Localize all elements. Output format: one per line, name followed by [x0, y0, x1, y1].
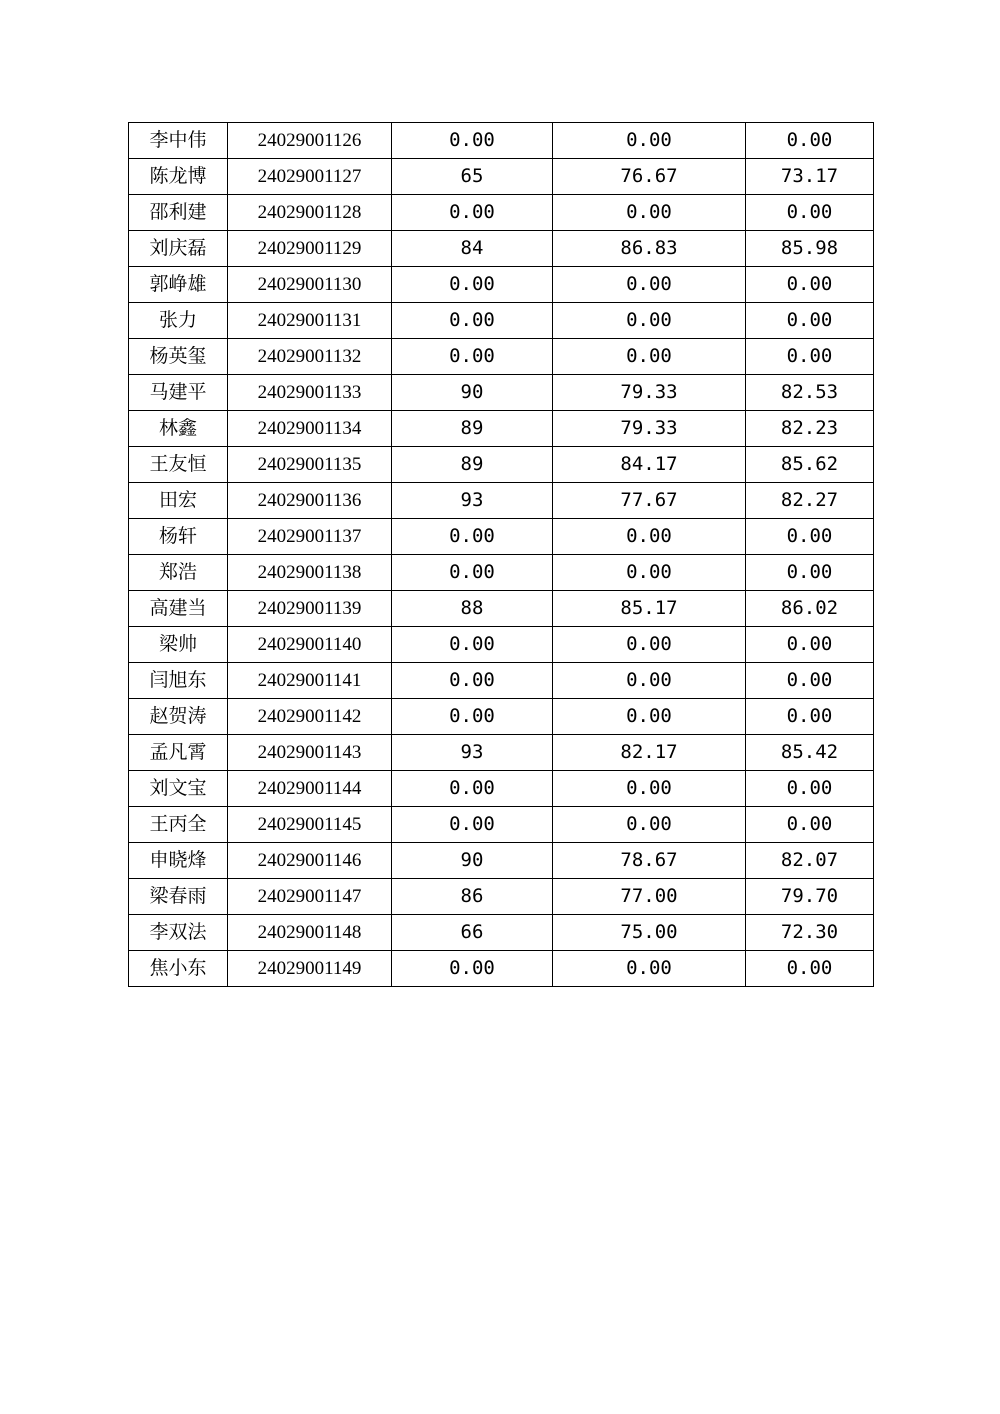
total-cell: 82.27 — [746, 483, 874, 519]
score1-cell: 0.00 — [392, 951, 553, 987]
score2-cell: 79.33 — [553, 411, 746, 447]
score2-cell: 78.67 — [553, 843, 746, 879]
id-cell: 24029001144 — [228, 771, 392, 807]
name-cell: 陈龙博 — [129, 159, 228, 195]
total-cell: 85.62 — [746, 447, 874, 483]
score1-cell: 90 — [392, 843, 553, 879]
id-cell: 24029001143 — [228, 735, 392, 771]
total-cell: 82.23 — [746, 411, 874, 447]
id-cell: 24029001149 — [228, 951, 392, 987]
score1-cell: 0.00 — [392, 627, 553, 663]
total-cell: 0.00 — [746, 771, 874, 807]
name-cell: 申晓烽 — [129, 843, 228, 879]
score2-cell: 86.83 — [553, 231, 746, 267]
table-row — [129, 159, 874, 195]
id-cell: 24029001145 — [228, 807, 392, 843]
table-row — [129, 915, 874, 951]
total-cell: 0.00 — [746, 123, 874, 159]
score1-cell: 0.00 — [392, 555, 553, 591]
name-cell: 林鑫 — [129, 411, 228, 447]
score2-cell: 0.00 — [553, 951, 746, 987]
table-row — [129, 303, 874, 339]
score2-cell: 0.00 — [553, 303, 746, 339]
table-row — [129, 195, 874, 231]
score1-cell: 0.00 — [392, 519, 553, 555]
id-cell: 24029001127 — [228, 159, 392, 195]
table-row — [129, 663, 874, 699]
score1-cell: 0.00 — [392, 807, 553, 843]
score1-cell: 89 — [392, 411, 553, 447]
score1-cell: 90 — [392, 375, 553, 411]
score2-cell: 0.00 — [553, 555, 746, 591]
score2-cell: 75.00 — [553, 915, 746, 951]
table-row — [129, 375, 874, 411]
id-cell: 24029001133 — [228, 375, 392, 411]
score1-cell: 0.00 — [392, 771, 553, 807]
table-row — [129, 447, 874, 483]
total-cell: 73.17 — [746, 159, 874, 195]
table-row — [129, 735, 874, 771]
name-cell: 杨英玺 — [129, 339, 228, 375]
total-cell: 79.70 — [746, 879, 874, 915]
total-cell: 85.98 — [746, 231, 874, 267]
total-cell: 0.00 — [746, 303, 874, 339]
score1-cell: 0.00 — [392, 663, 553, 699]
name-cell: 闫旭东 — [129, 663, 228, 699]
score2-cell: 77.00 — [553, 879, 746, 915]
score-table — [128, 122, 874, 987]
id-cell: 24029001135 — [228, 447, 392, 483]
score2-cell: 0.00 — [553, 123, 746, 159]
id-cell: 24029001138 — [228, 555, 392, 591]
total-cell: 86.02 — [746, 591, 874, 627]
score2-cell: 0.00 — [553, 663, 746, 699]
total-cell: 0.00 — [746, 699, 874, 735]
score1-cell: 0.00 — [392, 303, 553, 339]
score2-cell: 85.17 — [553, 591, 746, 627]
name-cell: 焦小东 — [129, 951, 228, 987]
table-row — [129, 951, 874, 987]
score-table-body — [129, 123, 874, 987]
table-row — [129, 483, 874, 519]
name-cell: 张力 — [129, 303, 228, 339]
score1-cell: 0.00 — [392, 699, 553, 735]
name-cell: 孟凡霄 — [129, 735, 228, 771]
score2-cell: 79.33 — [553, 375, 746, 411]
id-cell: 24029001136 — [228, 483, 392, 519]
name-cell: 李中伟 — [129, 123, 228, 159]
table-row — [129, 771, 874, 807]
score1-cell: 89 — [392, 447, 553, 483]
id-cell: 24029001148 — [228, 915, 392, 951]
total-cell: 0.00 — [746, 807, 874, 843]
score2-cell: 0.00 — [553, 627, 746, 663]
score1-cell: 0.00 — [392, 339, 553, 375]
total-cell: 0.00 — [746, 951, 874, 987]
total-cell: 0.00 — [746, 339, 874, 375]
score2-cell: 0.00 — [553, 699, 746, 735]
table-row — [129, 807, 874, 843]
table-row — [129, 555, 874, 591]
name-cell: 李双法 — [129, 915, 228, 951]
table-row — [129, 519, 874, 555]
table-row — [129, 123, 874, 159]
score1-cell: 93 — [392, 735, 553, 771]
id-cell: 24029001134 — [228, 411, 392, 447]
score2-cell: 0.00 — [553, 267, 746, 303]
id-cell: 24029001130 — [228, 267, 392, 303]
score1-cell: 66 — [392, 915, 553, 951]
table-row — [129, 339, 874, 375]
id-cell: 24029001147 — [228, 879, 392, 915]
id-cell: 24029001128 — [228, 195, 392, 231]
name-cell: 郭峥雄 — [129, 267, 228, 303]
score1-cell: 84 — [392, 231, 553, 267]
id-cell: 24029001131 — [228, 303, 392, 339]
name-cell: 王友恒 — [129, 447, 228, 483]
score1-cell: 0.00 — [392, 195, 553, 231]
name-cell: 郑浩 — [129, 555, 228, 591]
id-cell: 24029001132 — [228, 339, 392, 375]
id-cell: 24029001129 — [228, 231, 392, 267]
id-cell: 24029001141 — [228, 663, 392, 699]
score2-cell: 0.00 — [553, 519, 746, 555]
table-row — [129, 699, 874, 735]
table-row — [129, 591, 874, 627]
name-cell: 梁春雨 — [129, 879, 228, 915]
id-cell: 24029001139 — [228, 591, 392, 627]
table-row — [129, 627, 874, 663]
name-cell: 赵贺涛 — [129, 699, 228, 735]
score1-cell: 86 — [392, 879, 553, 915]
total-cell: 82.53 — [746, 375, 874, 411]
table-row — [129, 843, 874, 879]
table-row — [129, 267, 874, 303]
id-cell: 24029001140 — [228, 627, 392, 663]
name-cell: 马建平 — [129, 375, 228, 411]
table-row — [129, 411, 874, 447]
total-cell: 0.00 — [746, 519, 874, 555]
total-cell: 0.00 — [746, 627, 874, 663]
id-cell: 24029001146 — [228, 843, 392, 879]
name-cell: 高建当 — [129, 591, 228, 627]
score2-cell: 84.17 — [553, 447, 746, 483]
total-cell: 85.42 — [746, 735, 874, 771]
score1-cell: 65 — [392, 159, 553, 195]
score2-cell: 77.67 — [553, 483, 746, 519]
table-row — [129, 231, 874, 267]
score2-cell: 76.67 — [553, 159, 746, 195]
score1-cell: 0.00 — [392, 267, 553, 303]
total-cell: 0.00 — [746, 195, 874, 231]
total-cell: 0.00 — [746, 555, 874, 591]
score1-cell: 0.00 — [392, 123, 553, 159]
name-cell: 刘文宝 — [129, 771, 228, 807]
name-cell: 刘庆磊 — [129, 231, 228, 267]
total-cell: 0.00 — [746, 267, 874, 303]
name-cell: 田宏 — [129, 483, 228, 519]
name-cell: 邵利建 — [129, 195, 228, 231]
name-cell: 杨轩 — [129, 519, 228, 555]
total-cell: 0.00 — [746, 663, 874, 699]
total-cell: 82.07 — [746, 843, 874, 879]
id-cell: 24029001126 — [228, 123, 392, 159]
name-cell: 王丙全 — [129, 807, 228, 843]
score1-cell: 93 — [392, 483, 553, 519]
score2-cell: 82.17 — [553, 735, 746, 771]
name-cell: 梁帅 — [129, 627, 228, 663]
score2-cell: 0.00 — [553, 339, 746, 375]
score2-cell: 0.00 — [553, 195, 746, 231]
table-row — [129, 879, 874, 915]
score1-cell: 88 — [392, 591, 553, 627]
id-cell: 24029001137 — [228, 519, 392, 555]
id-cell: 24029001142 — [228, 699, 392, 735]
score2-cell: 0.00 — [553, 771, 746, 807]
score2-cell: 0.00 — [553, 807, 746, 843]
total-cell: 72.30 — [746, 915, 874, 951]
